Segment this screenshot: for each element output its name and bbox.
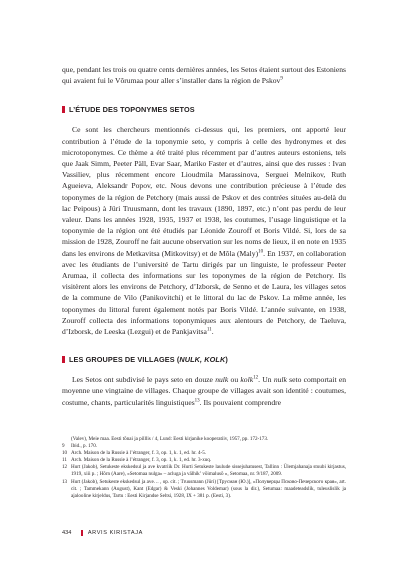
- page-footer: [62, 530, 143, 536]
- footnote-item: 9 Ibid., p. 170.: [62, 443, 98, 450]
- section-heading-groupes: LES GROUPES DE VILLAGES ( NULK, KOLK ): [62, 355, 346, 364]
- footnotes: [62, 436, 346, 500]
- footnote-ref-10[interactable]: 10: [258, 249, 264, 255]
- section2-paragraph: Les Setos ont subdivisé le pays seto en douze nulk ou kolk$^{12}$. Un nulk seto comportait en moyenne une vingtaine de villages. Chaque groupe de villages avait son identité : coutumes, costume, chants, particularités linguistiques$^{13}$. Ils pouvaient comprendre: [62, 375, 347, 407]
- footer-marker-icon: [81, 530, 83, 536]
- footnote-ref-11[interactable]: 11: [206, 327, 212, 333]
- section-marker-icon: [62, 356, 65, 363]
- intro-paragraph: que, pendant les trois ou quatre cents dernières années, les Setos étaient surtout des Estoniens qui avaient fui le Võrumaa pour aller s’installer dans la région de Pskov$^9$: [62, 65, 346, 86]
- footnote-item: 13 Hurt (Jakob), Setukeste ekskedsul ja ave… , op. cit. ; Truusmann (Jüri) [Трусман (Ю.)], «Полуверцы Псково-Печерского края», art. cit. ; Tammekann (August), Kant (Edgar) & Veski (Johannes Voldemar) (sous la dir.), Setumaa: maadeteadslik, tuleuslislik ja ajalooline kirjeldus, Tartu : Eesti Kirjandse Seltsi, 1928, IX + 381 p. (Eesti, 3).: [62, 478, 346, 499]
- section1-paragraph: Ce sont les chercheurs mentionnés ci-dessus qui, les premiers, ont apporté leur contribution à l’étude de la toponymie seto, y compris à celle des hydronymes et des microtoponymes. Ce thème a été traité plus récemment par d’autres auteurs estoniens, tels que Jaak Simm, Peeter Päll, Evar Saar, Mariko Faster et d’autres, ainsi que des russes : Ivan Vassiliev, plus récemment encore Lioudmila Marassinova, Serguei Melnikov, Ruth Agueieva, Aleksandr Popov, etc. Nous devons une contribution précieuse à l’étude des toponymes de la région de Petchory (mais aussi de Pskov et des contrées situées au-delà du lac Peipous) à Jüri Truusmann, dont les travaux (1890, 1897, etc.) n’ont pas perdu de leur valeur. Dans les années 1928, 1935, 1937 et 1938, les coutumes, l’usage linguistique et la toponymie de la région ont été étudiés par Léonide Zouroff et Boris Vildé. Si, lors de sa mission de 1928, Zouroff ne fait aucune observation sur les noms de lieux, il en note en 1935 dans les environs de Metkavitsa (Mitkovitsy) et de Mõla (Maly)$^{10}$. En 1937, en collaboration avec les étudiants de l’université de Tartu dirigés par un linguiste, le professeur Peeter Arumaa, il collecta des informations sur les toponymes de la région de Petchory. Ils visitèrent alors les environs de Petchory, d’Izborsk, de Senno et de Laura, les villages setos de la commune de Vilo (Panikovitchi) et le littoral du lac de Pskov. La même année, les toponymes du littoral furent également notés par Boris Vildé. L’année suivante, en 1938, Zouroff collecta des informations toponymiques aux alentours de Petchory, de Taeluva, d’Izborsk, de Leeska (Lezgui) et de Pankjavitsa$^{11}$.: [62, 125, 346, 337]
- section-marker-icon: [62, 106, 65, 113]
- main-text-column: [62, 64, 346, 408]
- footnote-item: 11 Arch. Maison de la Russie à l’étranger, f. 3, op. 1, k. 1, ed. hr. 3-xuq.: [62, 457, 212, 464]
- footnote-item: 10 Arch. Maison de la Russie à l’étranger, f. 3, op. 1, k. 1, ed. hr. 4-5.: [62, 450, 207, 457]
- section-heading-toponymes: L’ÉTUDE DES TOPONYMES SETOS: [62, 105, 346, 114]
- footnote-item: (Valev), Meie maa. Eesti tõnai ja pilllis / 4, Lund: Eesti kirjanike kooperatiiv, 1957, pp. 172-173.: [71, 436, 269, 442]
- footnote-item: 12 Hurt (Jakob), Setukeste ekskedsul ja ave kvatriik Dr. Hurti Setukeste laulude sissejuhatusest, Tallinn : Ülemjahanaja stuubi kirjastus, 1919, xiii p. ; Hõrn (Aare), «Setomaa nulga» – acluga ja välhik’ võimalusõ », Setomaa, nr. 9/187, 2009.: [62, 464, 346, 478]
- page-number: 434: [62, 530, 72, 536]
- footnote-ref-12[interactable]: 12: [253, 375, 259, 381]
- footnote-ref-13[interactable]: 13: [194, 398, 200, 404]
- running-author: ARVIS KIRISTAJA: [87, 530, 143, 536]
- footnote-ref-9[interactable]: 9: [280, 76, 283, 82]
